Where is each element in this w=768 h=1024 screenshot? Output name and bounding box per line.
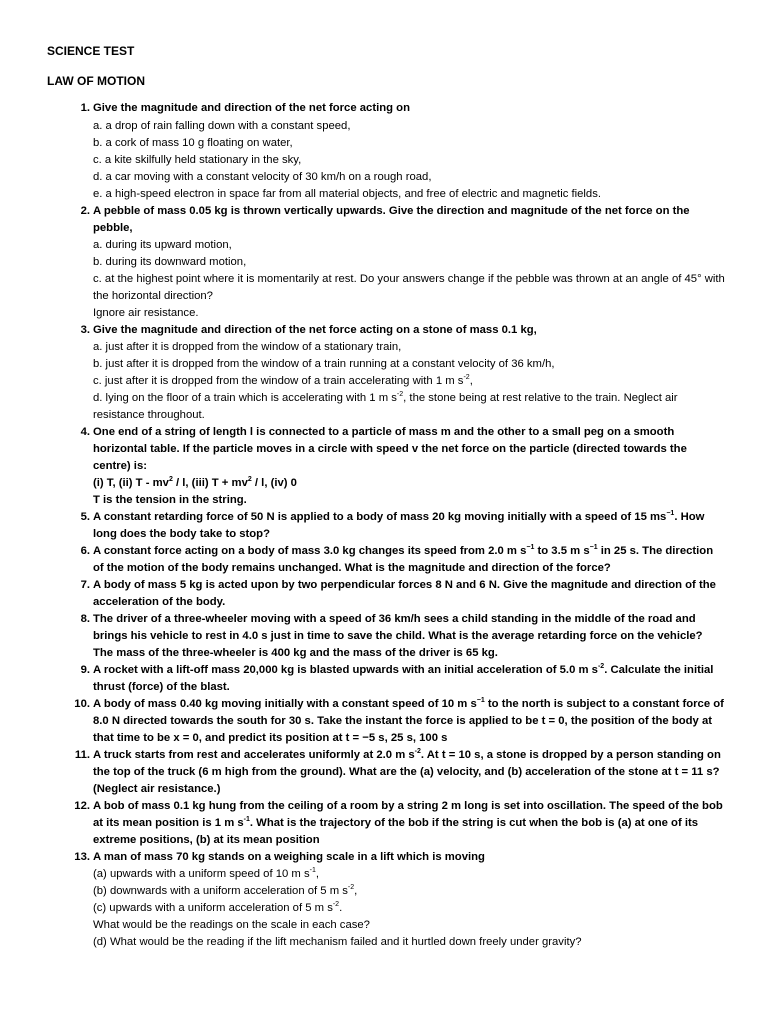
question-number: 13. <box>74 851 90 863</box>
question-text <box>93 509 725 543</box>
question-text-part: A rocket with a lift-off mass 20,000 kg is blasted upwards with an initial acceleration of 5.0 m s <box>93 664 598 676</box>
question-text-part: . Calculate the initial thrust (force) of the blast. <box>93 664 714 693</box>
question-text <box>93 798 725 849</box>
question-number: 1. <box>80 102 90 114</box>
choice-text: (i) T, (ii) T - mv <box>93 477 169 489</box>
question-text-part: A constant retarding force of 50 N is applied to a body of mass 20 kg moving initially with a speed of 15 ms <box>93 511 667 523</box>
question-text <box>93 696 725 747</box>
question-text <box>93 747 725 798</box>
choice-text: / l, (iii) T + mv <box>172 477 248 489</box>
exponent: -2 <box>414 748 421 756</box>
question-text-part: . At t = 10 s, a stone is dropped by a person standing on the top of the truck (6 m high from the ground). What are the (a) velocity, and (b) acceleration of the stone at t = 11 s? (Neglect air resistance.) <box>93 749 721 795</box>
question-number: 4. <box>80 426 90 438</box>
question-text-part: A bob of mass 0.1 kg hung from the ceiling of a room by a string 2 m long is set into oscillation. The speed of the bob at its mean position is 1 m s <box>93 800 723 829</box>
exponent: -2 <box>597 663 605 671</box>
question-text: A body of mass 5 kg is acted upon by two perpendicular forces 8 N and 6 N. Give the magnitude and direction of the acceleration of the body. <box>93 579 716 608</box>
question-text: A pebble of mass 0.05 kg is thrown vertically upwards. Give the direction and magnitude of the net force on the pebble, <box>93 205 690 234</box>
exponent: -1 <box>309 867 316 875</box>
question-text: A man of mass 70 kg stands on a weighing scale in a lift which is moving <box>93 851 485 863</box>
exponent: -2 <box>396 391 404 399</box>
question-number: 10. <box>74 698 90 710</box>
option-text-tail: , <box>469 375 473 387</box>
question-text-part: A constant force acting on a body of mass 3.0 kg changes its speed from 2.0 m s <box>93 545 527 557</box>
question-option: d. a car moving with a constant velocity of 30 km/h on a rough road, <box>93 171 432 183</box>
exponent: −1 <box>526 544 535 552</box>
question-option: b. a cork of mass 10 g floating on water, <box>93 137 293 149</box>
question-option <box>93 866 733 883</box>
option-text-tail: , <box>354 885 358 897</box>
question-text-part: to 3.5 m s <box>534 545 590 557</box>
question-option: e. a high-speed electron in space far from all material objects, and free of electric and magnetic fields. <box>93 188 601 200</box>
exponent: -1 <box>243 816 250 824</box>
question-number: 8. <box>80 613 90 625</box>
question-text: Give the magnitude and direction of the net force acting on a stone of mass 0.1 kg, <box>93 324 537 336</box>
question-option: a. during its upward motion, <box>93 239 232 251</box>
question-number: 12. <box>74 800 90 812</box>
question-number: 11. <box>74 749 90 761</box>
question-option: b. just after it is dropped from the window of a train running at a constant velocity of 36 km/h, <box>93 358 555 370</box>
question-option: c. a kite skilfully held stationary in the sky, <box>93 154 302 166</box>
option-text-tail: , the stone being at rest relative to the train. Neglect air resistance throughout. <box>93 392 678 421</box>
exponent: 2 <box>168 476 173 484</box>
option-text: (c) upwards with a uniform acceleration of 5 m s <box>93 902 333 914</box>
question-text <box>93 662 725 696</box>
question-option <box>93 373 733 390</box>
question-option: a. a drop of rain falling down with a constant speed, <box>93 120 351 132</box>
option-text: d. lying on the floor of a train which is accelerating with 1 m s <box>93 392 397 404</box>
question-text: One end of a string of length l is connected to a particle of mass m and the other to a small peg on a smooth horizontal table. If the particle moves in a circle with speed v the net force on the particle (directed towards the centre) is: <box>93 426 687 472</box>
question-text: Give the magnitude and direction of the net force acting on <box>93 102 410 114</box>
exponent: −1 <box>666 510 675 518</box>
question-option <box>93 390 718 424</box>
question-choices <box>93 475 725 492</box>
exponent: 2 <box>247 476 252 484</box>
question-text <box>93 543 725 577</box>
question-text-part: A truck starts from rest and accelerates uniformly at 2.0 m s <box>93 749 415 761</box>
question-option <box>93 883 733 900</box>
option-text: (b) downwards with a uniform acceleration of 5 m s <box>93 885 348 897</box>
question-note: T is the tension in the string. <box>93 494 247 506</box>
question-number: 5. <box>80 511 90 523</box>
exponent: -2 <box>332 901 340 909</box>
question-number: 6. <box>80 545 90 557</box>
question-option: Ignore air resistance. <box>93 307 199 319</box>
document-title: SCIENCE TEST <box>47 44 135 58</box>
question-option: c. at the highest point where it is momentarily at rest. Do your answers change if the pebble was thrown at an angle of 45° with the horizontal direction? <box>93 273 725 302</box>
question-option: (d) What would be the reading if the lift mechanism failed and it hurtled down freely under gravity? <box>93 936 582 948</box>
exponent: -2 <box>347 884 355 892</box>
document-subtitle: LAW OF MOTION <box>47 74 145 88</box>
question-number: 7. <box>80 579 90 591</box>
question-text-part: to the north is subject to a constant force of 8.0 N directed towards the south for 30 s. Take the instant the force is applied to be t = 0, the position of the body at that time to be x = 0, and predict its position at t = −5 s, 25 s, 100 s <box>93 698 724 744</box>
question-option: What would be the readings on the scale in each case? <box>93 919 370 931</box>
option-text: c. just after it is dropped from the window of a train accelerating with 1 m s <box>93 375 464 387</box>
exponent: -2 <box>463 374 470 382</box>
question-number: 3. <box>80 324 90 336</box>
exponent: −1 <box>476 697 485 705</box>
question-number: 2. <box>80 205 90 217</box>
question-text-part: . What is the trajectory of the bob if the string is cut when the bob is (a) at one of its extreme positions, (b) at its mean position <box>93 817 699 846</box>
question-text-part: in 25 s. The direction of the motion of the body remains unchanged. What is the magnitude and direction of the force? <box>93 545 714 574</box>
option-text-tail: , <box>315 868 319 880</box>
question-option <box>93 900 733 917</box>
question-text-part: A body of mass 0.40 kg moving initially with a constant speed of 10 m s <box>93 698 477 710</box>
option-text-tail: . <box>339 902 343 914</box>
option-text: (a) upwards with a uniform speed of 10 m s <box>93 868 310 880</box>
question-text: The driver of a three-wheeler moving with a speed of 36 km/h sees a child standing in the middle of the road and brings his vehicle to rest in 4.0 s just in time to save the child. What is the average retarding force on the vehicle? The mass of the three-wheeler is 400 kg and the mass of the driver is 65 kg. <box>93 613 703 659</box>
question-option: a. just after it is dropped from the window of a stationary train, <box>93 341 402 353</box>
question-number: 9. <box>80 664 90 676</box>
choice-text: / l, (iv) 0 <box>251 477 297 489</box>
question-option: b. during its downward motion, <box>93 256 247 268</box>
question-text-part: . How long does the body take to stop? <box>93 511 705 540</box>
exponent: −1 <box>589 544 598 552</box>
